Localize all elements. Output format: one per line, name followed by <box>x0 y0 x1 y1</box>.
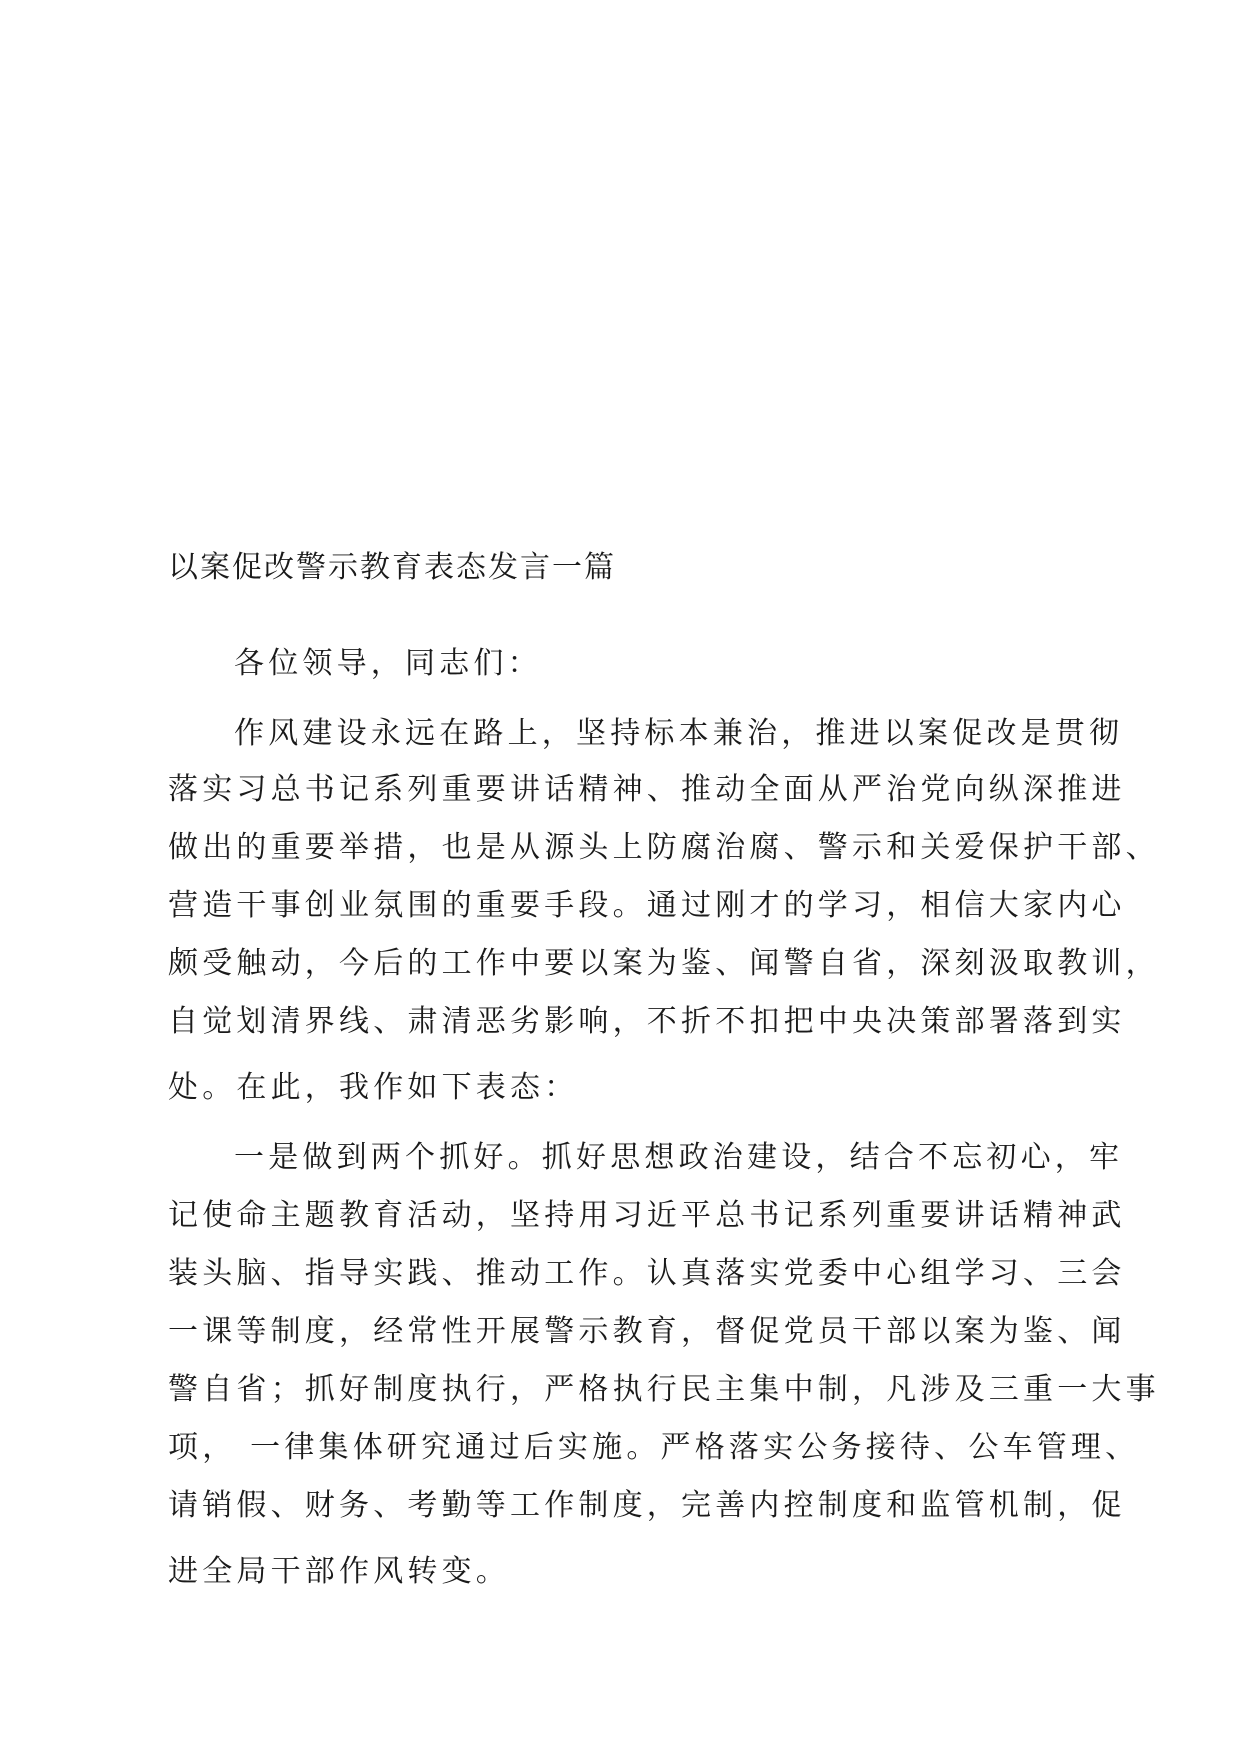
paragraph-line: 一是做到两个抓好。抓好思想政治建设，结合不忘初心，牢 <box>234 1140 1124 1175</box>
paragraph-line: 进全局干部作风转变。 <box>168 1554 510 1589</box>
paragraph-line: 警自省；抓好制度执行，严格执行民主集中制，凡涉及三重一大事 <box>168 1372 1160 1407</box>
paragraph-line: 自觉划清界线、肃清恶劣影响，不折不扣把中央决策部署落到实 <box>168 1004 1126 1039</box>
salutation: 各位领导，同志们： <box>234 646 542 681</box>
paragraph-line: 营造干事创业氛围的重要手段。通过刚才的学习，相信大家内心 <box>168 888 1126 923</box>
paragraph-line: 作风建设永远在路上，坚持标本兼治，推进以案促改是贯彻 <box>234 716 1124 751</box>
paragraph-line: 处。在此，我作如下表态： <box>168 1070 579 1105</box>
paragraph-line: 记使命主题教育活动，坚持用习近平总书记系列重要讲话精神武 <box>168 1198 1126 1233</box>
paragraph-line: 项， 一律集体研究通过后实施。严格落实公务接待、公车管理、 <box>168 1430 1140 1465</box>
paragraph-line: 做出的重要举措，也是从源头上防腐治腐、警示和关爱保护干部、 <box>168 830 1160 865</box>
paragraph-line: 装头脑、指导实践、推动工作。认真落实党委中心组学习、三会 <box>168 1256 1126 1291</box>
paragraph-line: 一课等制度，经常性开展警示教育，督促党员干部以案为鉴、闻 <box>168 1314 1126 1349</box>
paragraph-line: 颇受触动，今后的工作中要以案为鉴、闻警自省，深刻汲取教训， <box>168 946 1160 981</box>
document-title: 以案促改警示教育表态发言一篇 <box>168 550 616 585</box>
paragraph-line: 请销假、财务、考勤等工作制度，完善内控制度和监管机制，促 <box>168 1488 1126 1523</box>
paragraph-line: 落实习总书记系列重要讲话精神、推动全面从严治党向纵深推进 <box>168 772 1126 807</box>
